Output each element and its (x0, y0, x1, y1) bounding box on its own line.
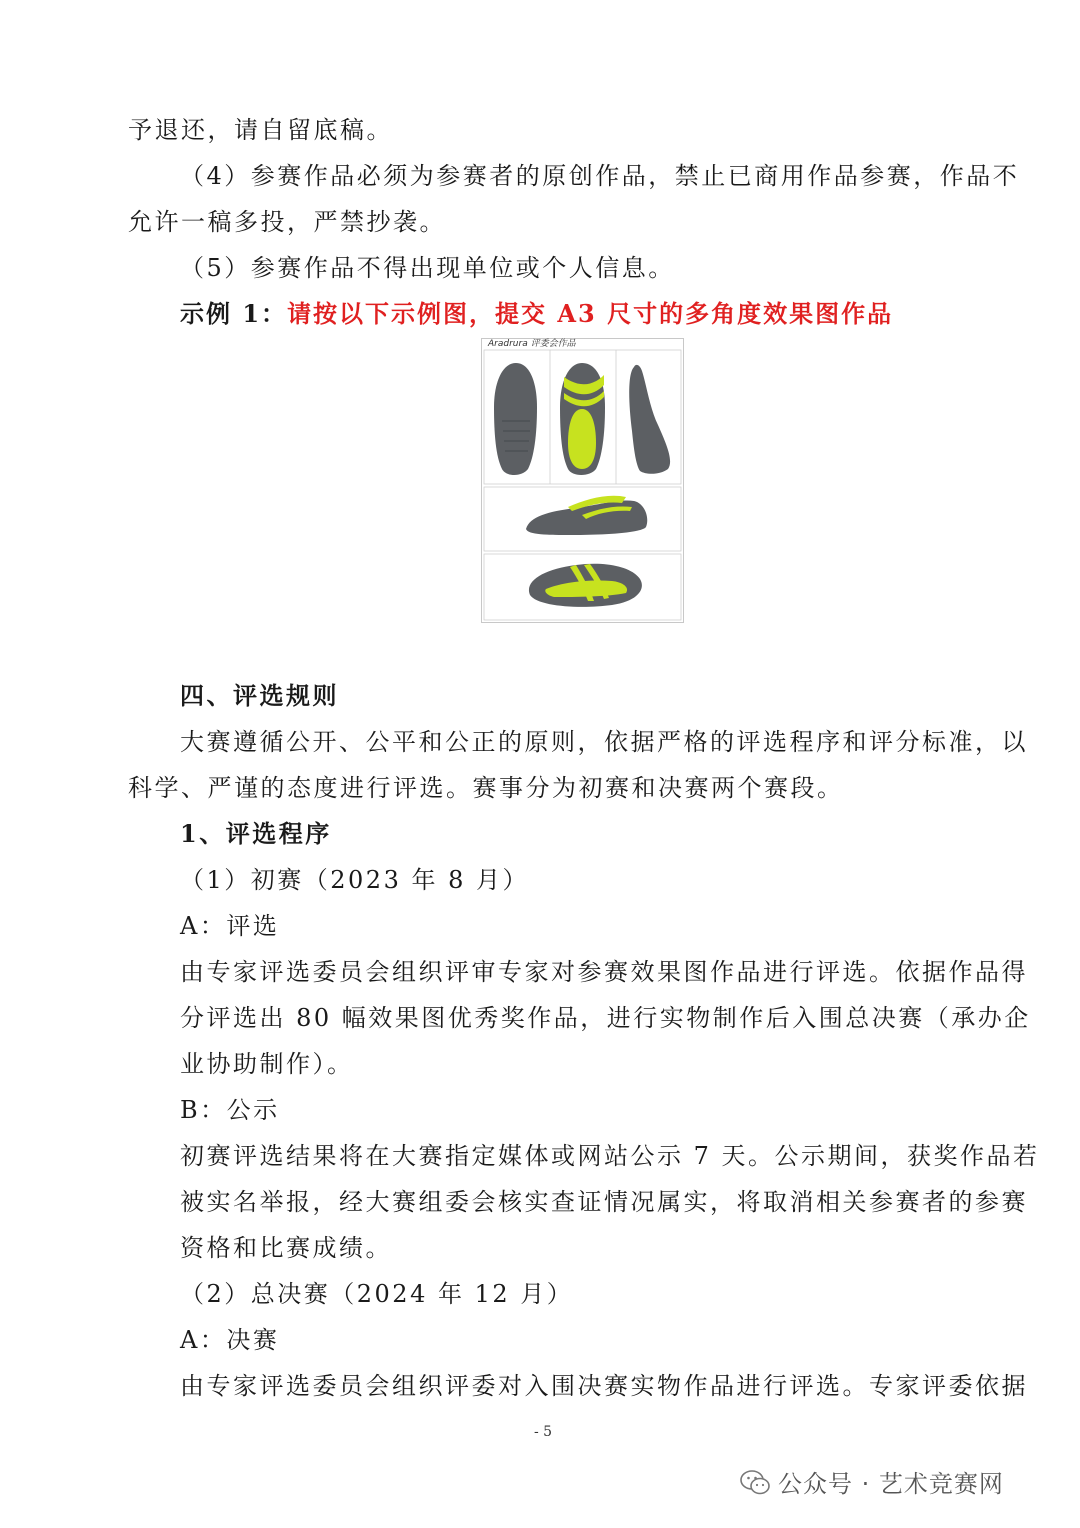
subsection-heading: 1、评选程序 (180, 819, 332, 848)
step-b-text-3: 资格和比赛成绩。 (180, 1234, 392, 1262)
rule-item-5: （5）参赛作品不得出现单位或个人信息。 (180, 254, 675, 282)
step-a-text: 由专家评选委员会组织评审专家对参赛效果图作品进行评选。依据作品得 (180, 958, 1028, 986)
step-a-label: A：评选 (180, 912, 280, 940)
section-heading: 四、评选规则 (180, 681, 339, 710)
wechat-icon (740, 1469, 770, 1495)
final-round: （2）总决赛（2024 年 12 月） (180, 1280, 574, 1308)
figure-brand-label: Aradrura 评委会作品 (488, 339, 576, 349)
step-b-text: 初赛评选结果将在大赛指定媒体或网站公示 7 天。公示期间，获奖作品若 (180, 1142, 1040, 1170)
section-intro-continuation: 科学、严谨的态度进行评选。赛事分为初赛和决赛两个赛段。 (128, 774, 844, 802)
step-b-label: B：公示 (180, 1096, 280, 1124)
paragraph-continuation: 予退还，请自留底稿。 (128, 116, 393, 144)
rule-item-4-continuation: 允许一稿多投，严禁抄袭。 (128, 208, 446, 236)
page-number: - 5 (534, 1424, 553, 1440)
example-figure (481, 338, 684, 623)
section-intro: 大赛遵循公开、公平和公正的原则，依据严格的评选程序和评分标准，以 (180, 728, 1028, 756)
example-instruction: 请按以下示例图，提交 A3 尺寸的多角度效果图作品 (287, 299, 894, 328)
final-a-text: 由专家评选委员会组织评委对入围决赛实物作品进行评选。专家评委依据 (180, 1372, 1028, 1400)
watermark-text: 公众号 · 艺术竞赛网 (778, 1470, 1004, 1498)
step-b-text-2: 被实名举报，经大赛组委会核实查证情况属实，将取消相关参赛者的参赛 (180, 1188, 1028, 1216)
preliminary-round: （1）初赛（2023 年 8 月） (180, 866, 530, 894)
example-title (180, 298, 893, 330)
slipper-views-illustration (482, 339, 683, 622)
wechat-watermark (740, 1464, 1004, 1499)
step-a-text-2: 分评选出 80 幅效果图优秀奖作品，进行实物制作后入围总决赛（承办企 (180, 1004, 1031, 1032)
example-prefix: 示例 1： (180, 299, 288, 328)
final-a-label: A：决赛 (180, 1326, 280, 1354)
step-a-text-3: 业协助制作）。 (180, 1050, 354, 1078)
rule-item-4: （4）参赛作品必须为参赛者的原创作品，禁止已商用作品参赛，作品不 (180, 162, 1020, 190)
